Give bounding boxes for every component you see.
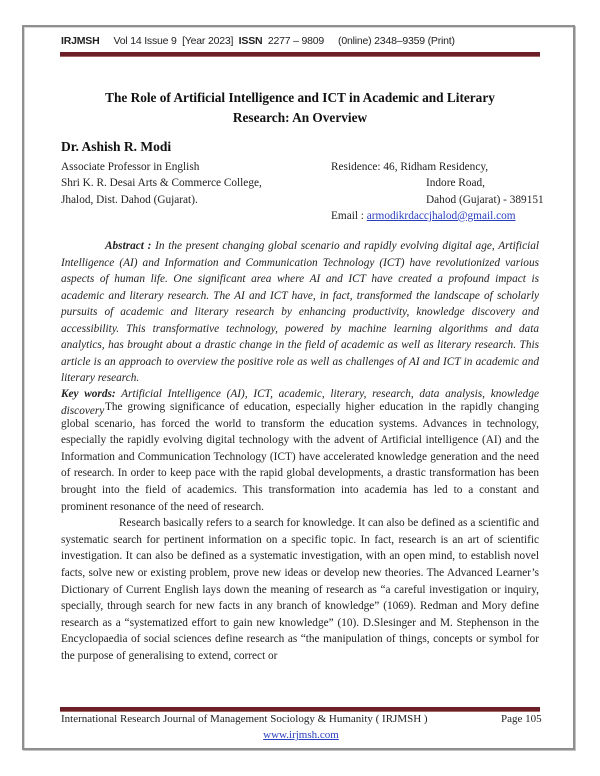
issn-print: (0nline) 2348–9359 (Print) — [338, 35, 455, 47]
footer-journal-name: International Research Journal of Management Sociology & Humanity ( IRJMSH ) — [61, 713, 428, 725]
title-line-2: Research: An Overview — [232, 109, 368, 125]
keywords-label: Key words: — [61, 388, 116, 400]
running-footer — [61, 713, 541, 725]
year: [Year 2023] — [182, 35, 234, 47]
running-header — [61, 35, 541, 47]
author-name: Dr. Ashish R. Modi — [61, 139, 172, 154]
footer-url-link[interactable]: www.irjmsh.com — [263, 729, 339, 741]
body-text — [61, 399, 539, 665]
residence-line: Dahod (Gujarat) - 389151 — [426, 193, 544, 206]
journal-abbr: IRJMSH — [61, 35, 100, 47]
email-link[interactable]: armodikrdaccjhalod@gmail.com — [366, 209, 516, 222]
abstract-text: In the present changing global scenario and rapidly evolving digital age, Artificial Intelligence (AI) and Information and Communication Technology (ICT) have revolutionized various aspects of human life. One significant area where AI and ICT have created a profound impact is academic and literary research. The AI and ICT have, in fact, transformed the landscape of scholarly pursuits of academic and literary research by enhancing productivity, knowledge discovery and accessibility. This transformative technology, powered by machine learning algorithms and data analytics, has brought about a drastic change in the field of academic as well as literary research. This article is an approach to overview the positive role as well as challenges of AI and ICT in academic and literary research. — [61, 240, 540, 384]
abstract — [61, 238, 539, 387]
page-number: Page 105 — [501, 713, 542, 725]
paper-title — [60, 88, 540, 127]
author-residence — [331, 159, 544, 224]
residence-line: 46, Ridham Residency, — [383, 161, 489, 173]
footer-rule — [60, 707, 540, 712]
header-rule — [60, 52, 540, 57]
residence-line: Indore Road, — [426, 177, 485, 190]
affiliation-line: Shri K. R. Desai Arts & Commerce College, — [61, 177, 262, 190]
affiliation-line: Associate Professor in English — [61, 161, 200, 173]
residence-label: Residence: — [331, 161, 381, 173]
issn-online: 2277 – 9809 — [267, 35, 325, 47]
paragraph: Research basically refers to a search for knowledge. It can also be defined as a scientific and systematic search for pertinent information on a specific topic. In fact, research is an art of scientific investigation. It can also be defined as a systematic investigation, with an open mind, to establish novel facts, solve new or existing problem, prove new ideas or develop new theories. The Advanced Learner’s Dictionary of Current English lays down the meaning of research as “a careful investigation or inquiry, specially, through search for new facts in any branch of knowledge” (1069). Redman and Mory define research as a “systematized effort to gain new knowledge” (10). D.Slesinger and M. Stephenson in the Encyclopaedia of social sciences define research as “the manipulation of things, concepts or symbol for the purpose of generalising to extend, correct or — [61, 517, 539, 662]
title-line-1: The Role of Artificial Intelligence and ICT in Academic and Literary — [105, 90, 495, 105]
abstract-label: Abstract : — [105, 240, 152, 252]
affiliation-line: Jhalod, Dist. Dahod (Gujarat). — [61, 193, 198, 206]
volume-issue: Vol 14 Issue 9 — [113, 35, 177, 47]
email-label: Email : — [331, 209, 364, 222]
paragraph: The growing significance of education, especially higher education in the rapidly changing global scenario, has forced the world to transform the education systems. Advances in technology, especially the rapidly evolving digital technology with the advent of Artificial intelligence (AI) and the Information and Communication Technology (ICT) have accelerated knowledge generation and the need of research. In order to keep pace with the rapid global developments, a drastic transformation has been brought into the field of academics. This transformation into academia has led to a constant and prominent resonance of the need of research. — [61, 401, 539, 513]
author-affiliation — [61, 159, 262, 208]
keywords-text: Artificial Intelligence (AI), ICT, academic, literary, research, data analysis, knowledge discovery — [61, 388, 539, 417]
issn-label: ISSN — [238, 35, 263, 47]
